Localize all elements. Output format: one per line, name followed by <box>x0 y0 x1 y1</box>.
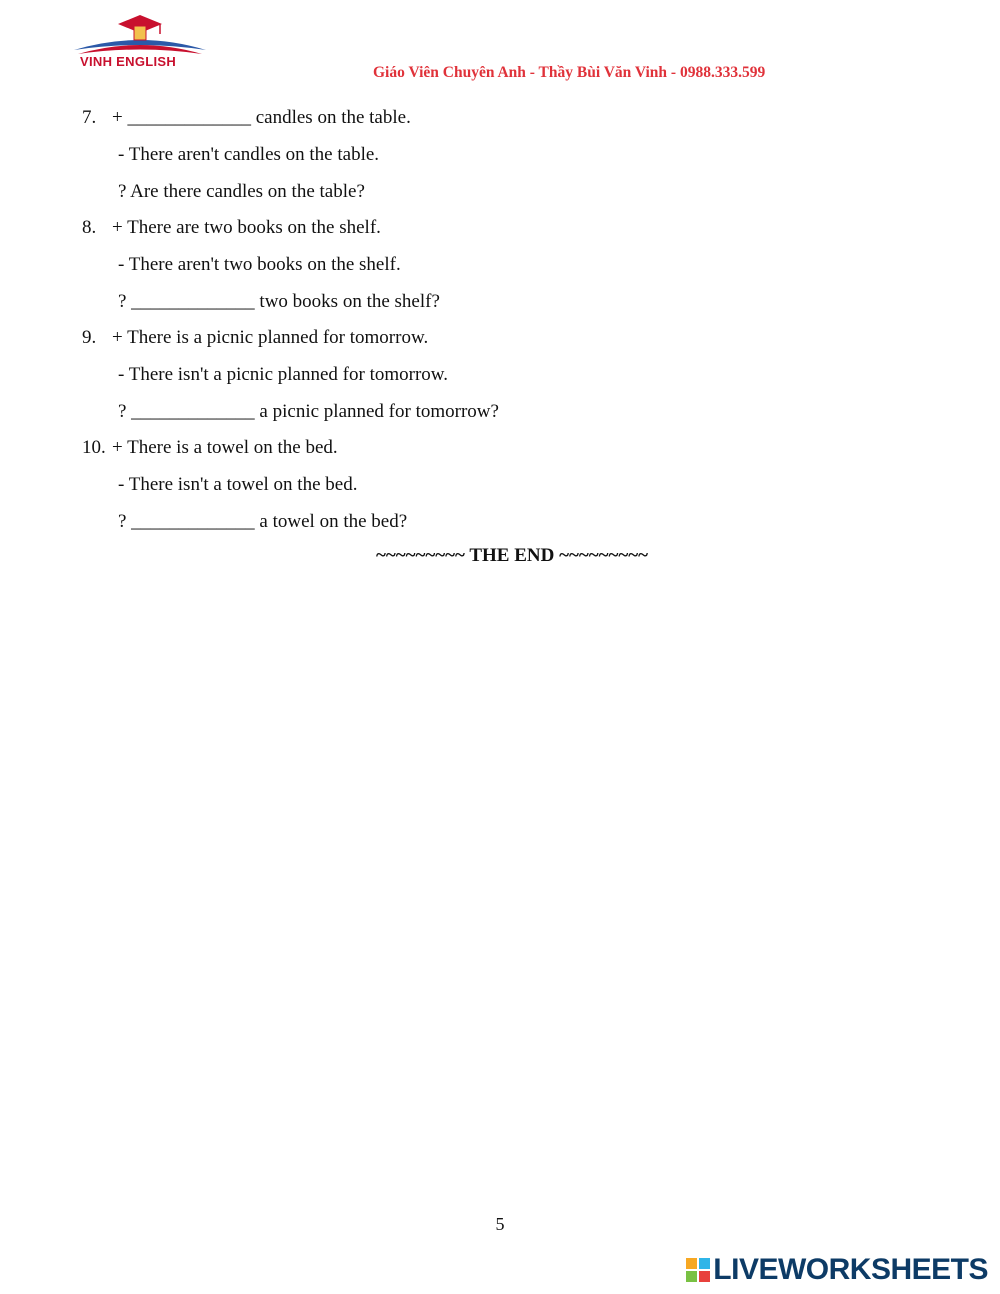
sentence: + There are two books on the shelf. <box>112 217 381 238</box>
sentence: - There isn't a picnic planned for tomorrow. <box>118 364 449 385</box>
sentence: ? _____________ a picnic planned for tomorrow? <box>118 401 499 422</box>
sentence: + There is a towel on the bed. <box>112 437 338 458</box>
logo-text: VINH ENGLISH <box>80 54 177 69</box>
live-badge-icon <box>686 1258 710 1282</box>
sentence: + _____________ candles on the table. <box>112 107 411 128</box>
the-end-marker: ~~~~~~~~~ THE END ~~~~~~~~~ <box>376 545 648 566</box>
sentence: - There isn't a towel on the bed. <box>118 474 358 495</box>
page-number: 5 <box>495 1214 505 1234</box>
header-credit: Giáo Viên Chuyên Anh - Thầy Bùi Văn Vinh - 0988.333.599 <box>373 64 766 81</box>
sentence: ? _____________ a towel on the bed? <box>118 511 408 532</box>
sentence: + There is a picnic planned for tomorrow. <box>112 327 429 348</box>
sentence: ? _____________ two books on the shelf? <box>118 291 440 312</box>
exercise-number: 8. <box>82 217 97 238</box>
sentence: - There aren't candles on the table. <box>118 144 380 165</box>
exercise-number: 7. <box>82 107 97 128</box>
exercise-number: 9. <box>82 327 97 348</box>
brand-text: LIVEWORKSHEETS <box>713 1253 988 1286</box>
sentence: - There aren't two books on the shelf. <box>118 254 401 275</box>
liveworksheets-logo <box>686 1250 988 1290</box>
exercise-number: 10. <box>82 437 106 458</box>
sentence: ? Are there candles on the table? <box>118 181 365 202</box>
